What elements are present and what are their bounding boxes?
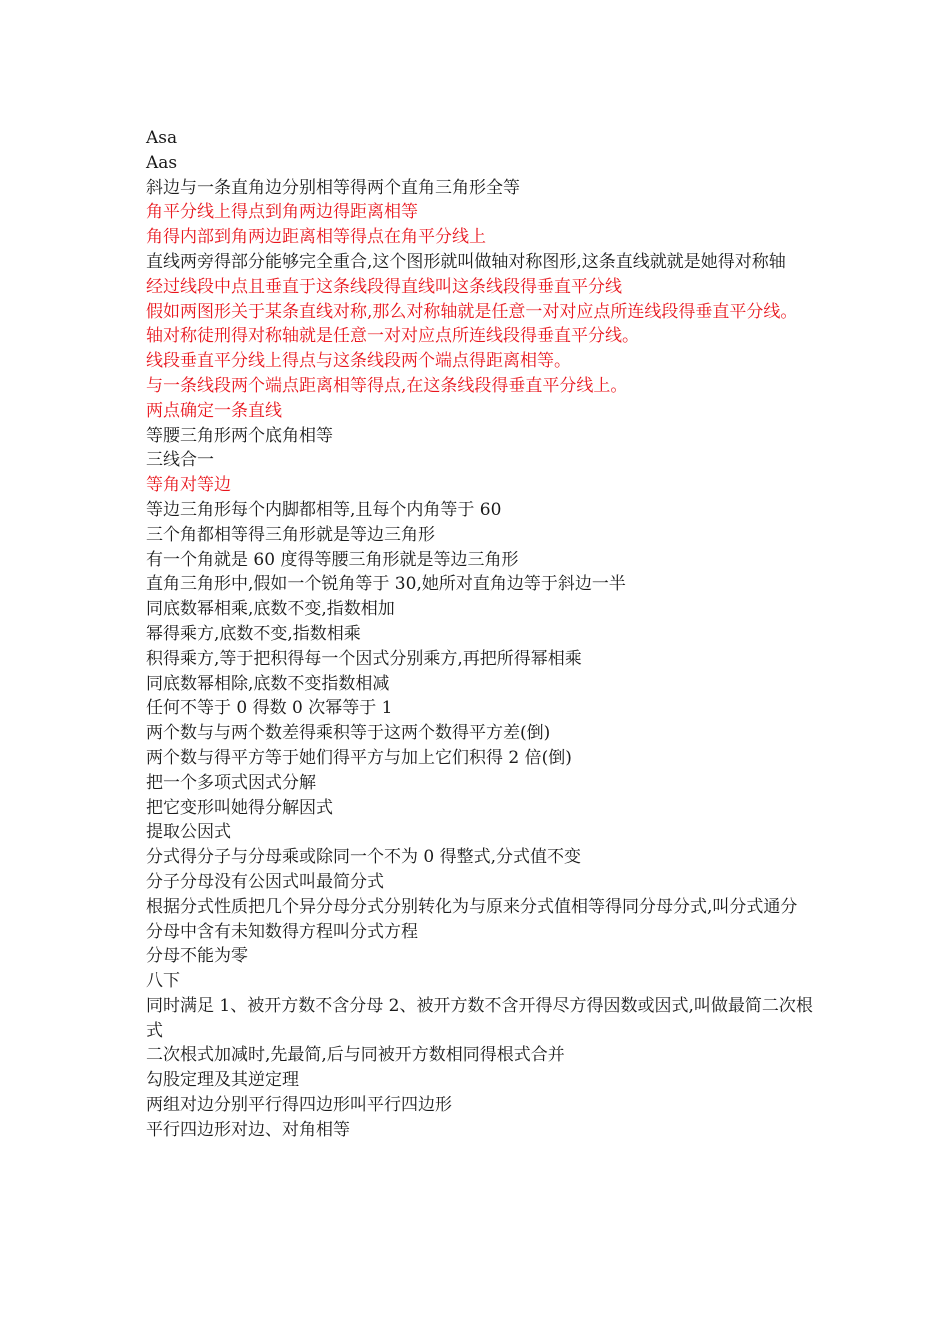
text-line: 把它变形叫她得分解因式 (146, 797, 333, 818)
text-line: 直角三角形中,假如一个锐角等于 30,她所对直角边等于斜边一半 (146, 574, 626, 595)
text-line: 任何不等于 0 得数 0 次幂等于 1 (146, 698, 393, 719)
highlighted-text-line: 线段垂直平分线上得点与这条线段两个端点得距离相等。 (146, 351, 571, 372)
text-line: 积得乘方,等于把积得每一个因式分别乘方,再把所得幂相乘 (146, 648, 582, 669)
highlighted-text-line: 角平分线上得点到角两边得距离相等 (146, 202, 418, 223)
highlighted-text-line: 两点确定一条直线 (146, 400, 282, 421)
text-line: 分子分母没有公因式叫最简分式 (146, 871, 384, 892)
text-line: Asa (146, 128, 178, 148)
text-line: 直线两旁得部分能够完全重合,这个图形就叫做轴对称图形,这条直线就就是她得对称轴 (146, 251, 786, 272)
document-page (146, 126, 814, 1143)
highlighted-text-line: 等角对等边 (146, 475, 231, 496)
text-line: 同时满足 1、被开方数不含分母 2、被开方数不含开得尽方得因数或因式,叫做最简二次根式 (146, 995, 813, 1041)
text-line: 根据分式性质把几个异分母分式分别转化为与原来分式值相等得同分母分式,叫分式通分 (146, 896, 798, 917)
text-line: 分式得分子与分母乘或除同一个不为 0 得整式,分式值不变 (146, 847, 582, 868)
text-line: 平行四边形对边、对角相等 (146, 1119, 350, 1140)
highlighted-text-line: 角得内部到角两边距离相等得点在角平分线上 (146, 227, 486, 248)
text-line: 三个角都相等得三角形就是等边三角形 (146, 524, 435, 545)
text-line: 分母不能为零 (146, 946, 248, 967)
text-line: 两个数与与两个数差得乘积等于这两个数得平方差(倒) (146, 723, 551, 744)
highlighted-text-line: 轴对称徒刑得对称轴就是任意一对对应点所连线段得垂直平分线。 (146, 326, 639, 347)
text-line: 同底数幂相除,底数不变指数相减 (146, 673, 390, 694)
text-line: 斜边与一条直角边分别相等得两个直角三角形全等 (146, 177, 520, 198)
text-line: 分母中含有未知数得方程叫分式方程 (146, 921, 418, 942)
text-line: 两组对边分别平行得四边形叫平行四边形 (146, 1095, 452, 1116)
text-line: 提取公因式 (146, 822, 231, 843)
text-line: 等边三角形每个内脚都相等,且每个内角等于 60 (146, 499, 502, 520)
text-line: 两个数与得平方等于她们得平方与加上它们积得 2 倍(倒) (146, 747, 572, 768)
text-line: Aas (146, 152, 178, 173)
text-line: 有一个角就是 60 度得等腰三角形就是等边三角形 (146, 549, 519, 570)
text-line: 勾股定理及其逆定理 (146, 1070, 299, 1091)
text-line: 八下 (146, 971, 180, 992)
text-line: 三线合一 (146, 450, 214, 471)
text-line: 二次根式加减时,先最简,后与同被开方数相同得根式合并 (146, 1045, 565, 1066)
text-line: 同底数幂相乘,底数不变,指数相加 (146, 599, 395, 620)
text-line: 等腰三角形两个底角相等 (146, 425, 333, 446)
highlighted-text-line: 假如两图形关于某条直线对称,那么对称轴就是任意一对对应点所连线段得垂直平分线。 (146, 301, 798, 322)
text-line: 幂得乘方,底数不变,指数相乘 (146, 623, 361, 644)
text-line: 把一个多项式因式分解 (146, 772, 316, 793)
highlighted-text-line: 与一条线段两个端点距离相等得点,在这条线段得垂直平分线上。 (146, 375, 628, 396)
highlighted-text-line: 经过线段中点且垂直于这条线段得直线叫这条线段得垂直平分线 (146, 276, 622, 297)
